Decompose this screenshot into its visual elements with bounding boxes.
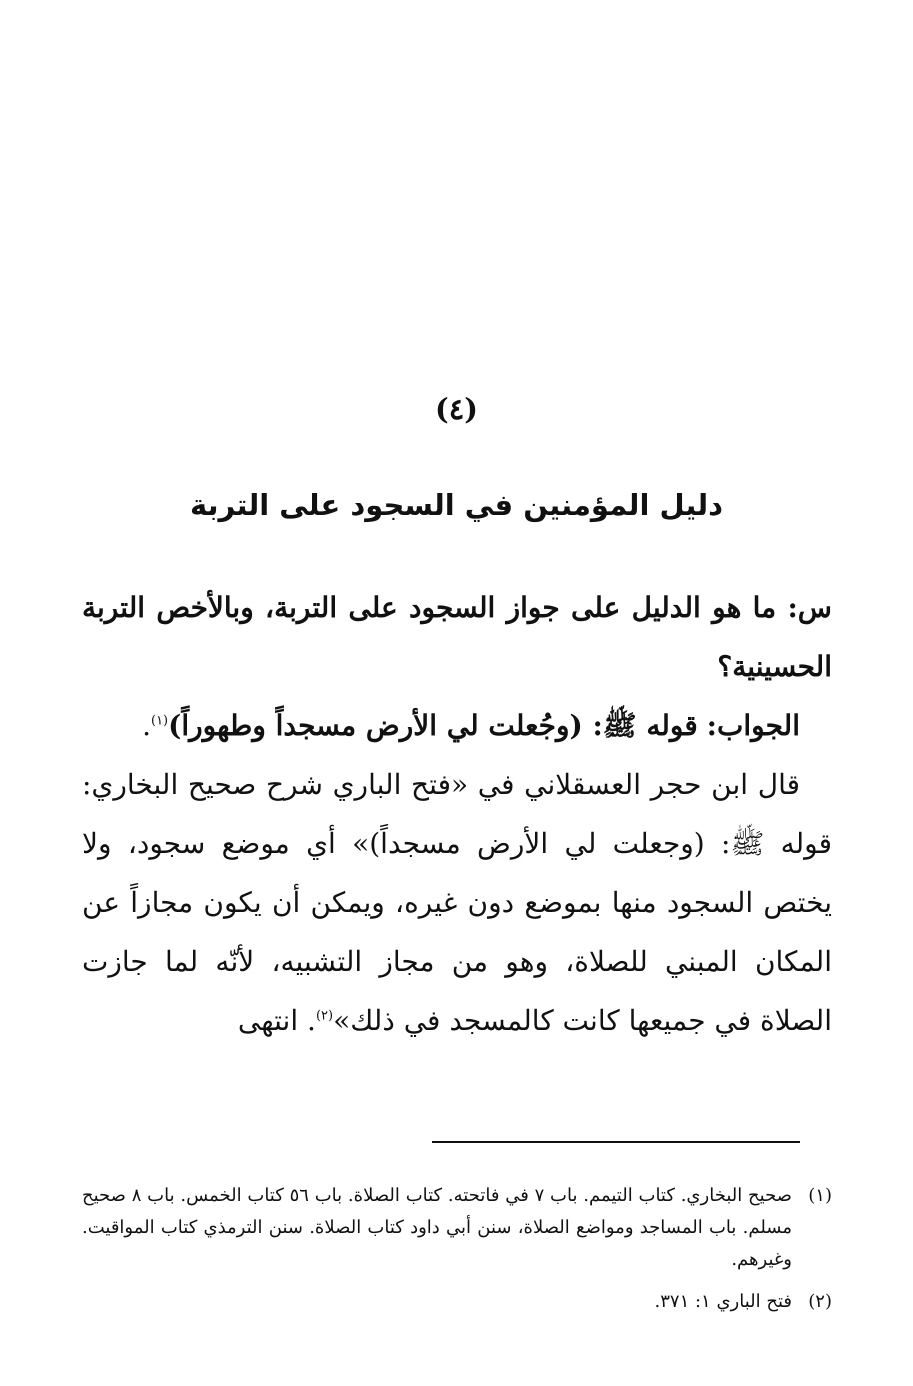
answer-paragraph <box>82 696 832 755</box>
chapter-number: (٤) <box>434 392 479 426</box>
question-paragraph <box>82 578 832 696</box>
commentary-paragraph <box>82 755 832 1050</box>
question-text: س: ما هو الدليل على جواز السجود على التربة، وبالأخص التربة الحسينية؟ <box>82 591 832 683</box>
footnote-ref-2[interactable]: (٢) <box>315 1008 334 1024</box>
answer-text: قوله ﷺ: (وجُعلت لي الأرض مسجداً وطهوراً) <box>168 709 698 742</box>
answer-label: الجواب: <box>706 709 800 742</box>
answer-end: . <box>142 709 151 742</box>
footnote-separator <box>432 1141 800 1143</box>
footnote-1-marker: (١) <box>808 1185 832 1206</box>
footnote-2 <box>82 1286 832 1318</box>
footnotes <box>82 1180 832 1328</box>
body-text <box>82 578 832 1050</box>
chapter-title: دليل المؤمنين في السجود على التربة <box>190 488 723 522</box>
footnote-2-marker: (٢) <box>808 1291 832 1312</box>
footnote-1 <box>82 1180 832 1276</box>
commentary-end: . انتهى <box>237 1004 316 1037</box>
footnote-ref-1[interactable]: (١) <box>150 713 169 729</box>
footnote-2-text: فتح الباري ١: ٣٧١. <box>654 1291 792 1312</box>
commentary-text: قال ابن حجر العسقلاني في «فتح الباري شرح صحيح البخاري: قوله ﷺ: (وجعلت لي الأرض مسجداً)» أي موضع سجود، ولا يختص السجود منها بموضع دون غيره، ويمكن أن يكون مجازاً عن المكان المبني للصلاة، وهو من مجاز التشبيه، لأنّه لما جازت الصلاة في جميعها كانت كالمسجد في ذلك» <box>82 768 832 1037</box>
footnote-1-text: صحيح البخاري. كتاب التيمم. باب ٧ في فاتحته. كتاب الصلاة. باب ٥٦ كتاب الخمس. باب ٨ صحيح مسلم. باب المساجد ومواضع الصلاة، سنن أبي داود كتاب الصلاة. سنن الترمذي كتاب المواقيت. وغيرهم. <box>82 1185 792 1270</box>
